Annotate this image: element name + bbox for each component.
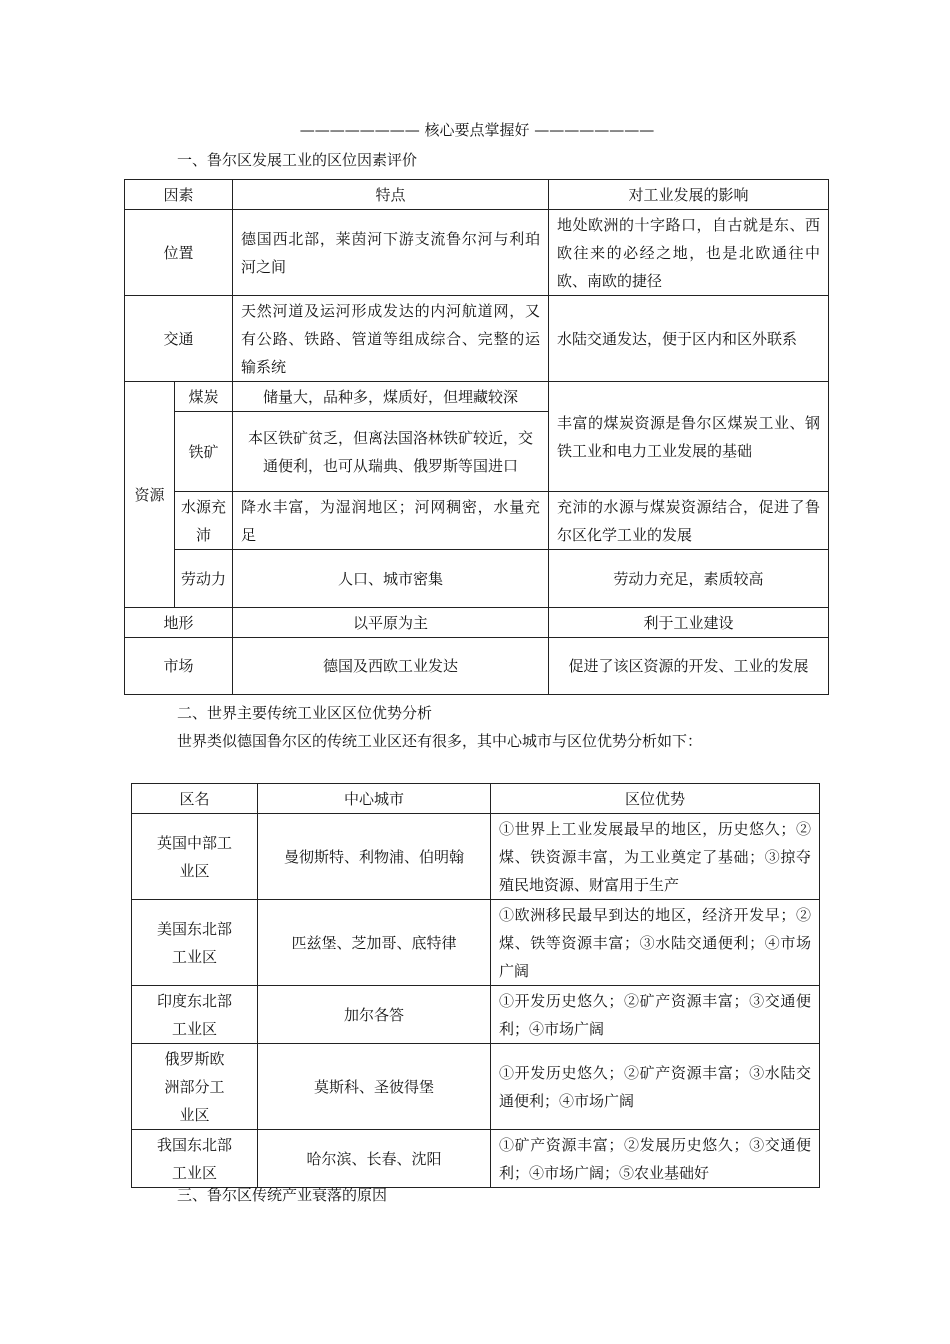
advantages-china: ①矿产资源丰富；②发展历史悠久；③交通便利；④市场广阔；⑤农业基础好 (491, 1130, 820, 1188)
advantages-india: ①开发历史悠久；②矿产资源丰富；③交通便利；④市场广阔 (491, 986, 820, 1044)
table-row (132, 814, 820, 900)
factor-market: 市场 (125, 638, 233, 695)
cities-russia: 莫斯科、圣彼得堡 (258, 1044, 491, 1130)
table-header-row (132, 784, 820, 814)
table-row (125, 296, 829, 382)
feature-terrain: 以平原为主 (233, 608, 549, 638)
cities-us: 匹兹堡、芝加哥、底特律 (258, 900, 491, 986)
section-title-3: 三、鲁尔区传统产业衰落的原因 (177, 1186, 388, 1204)
region-china: 我国东北部工业区 (132, 1130, 258, 1188)
page-heading: ———————— 核心要点掌握好 ———————— (299, 121, 655, 139)
table-row (125, 608, 829, 638)
table-row (125, 550, 829, 608)
resource-coal: 煤炭 (175, 382, 233, 412)
intro-paragraph: 世界类似德国鲁尔区的传统工业区还有很多，其中心城市与区位优势分析如下： (177, 732, 703, 750)
industrial-regions-table (131, 783, 820, 1188)
resource-iron: 铁矿 (175, 412, 233, 492)
header-feature: 特点 (233, 180, 549, 210)
factor-transport: 交通 (125, 296, 233, 382)
cities-china: 哈尔滨、长春、沈阳 (258, 1130, 491, 1188)
region-india: 印度东北部工业区 (132, 986, 258, 1044)
location-factors-table (124, 179, 829, 695)
advantages-us: ①欧洲移民最早到达的地区，经济开发早；②煤、铁等资源丰富；③水陆交通便利；④市场广阔 (491, 900, 820, 986)
header-impact: 对工业发展的影响 (549, 180, 829, 210)
advantages-russia: ①开发历史悠久；②矿产资源丰富；③水陆交通便利；④市场广阔 (491, 1044, 820, 1130)
table-row (132, 900, 820, 986)
section-title-2: 二、世界主要传统工业区区位优势分析 (177, 704, 433, 722)
header-region: 区名 (132, 784, 258, 814)
cities-india: 加尔各答 (258, 986, 491, 1044)
table-row (125, 492, 829, 550)
feature-water: 降水丰富，为湿润地区；河网稠密，水量充足 (233, 492, 549, 550)
feature-iron: 本区铁矿贫乏，但离法国洛林铁矿较近，交通便利，也可从瑞典、俄罗斯等国进口 (233, 412, 549, 492)
cities-uk: 曼彻斯特、利物浦、伯明翰 (258, 814, 491, 900)
impact-terrain: 利于工业建设 (549, 608, 829, 638)
feature-market: 德国及西欧工业发达 (233, 638, 549, 695)
table-row (125, 638, 829, 695)
table-row (125, 382, 829, 412)
impact-location: 地处欧洲的十字路口，自古就是东、西欧往来的必经之地，也是北欧通往中欧、南欧的捷径 (549, 210, 829, 296)
table-row (132, 986, 820, 1044)
feature-transport: 天然河道及运河形成发达的内河航道网，又有公路、铁路、管道等组成综合、完整的运输系统 (233, 296, 549, 382)
feature-labor: 人口、城市密集 (233, 550, 549, 608)
table-row (132, 1130, 820, 1188)
resource-water: 水源充沛 (175, 492, 233, 550)
impact-coal-iron: 丰富的煤炭资源是鲁尔区煤炭工业、钢铁工业和电力工业发展的基础 (549, 382, 829, 492)
impact-water: 充沛的水源与煤炭资源结合，促进了鲁尔区化学工业的发展 (549, 492, 829, 550)
header-cities: 中心城市 (258, 784, 491, 814)
factor-location: 位置 (125, 210, 233, 296)
factor-terrain: 地形 (125, 608, 233, 638)
impact-transport: 水陆交通发达，便于区内和区外联系 (549, 296, 829, 382)
section-title-1: 一、鲁尔区发展工业的区位因素评价 (177, 151, 418, 169)
impact-market: 促进了该区资源的开发、工业的发展 (549, 638, 829, 695)
table-header-row (125, 180, 829, 210)
factor-resources: 资源 (125, 382, 175, 608)
header-advantages: 区位优势 (491, 784, 820, 814)
region-russia: 俄罗斯欧洲部分工业区 (132, 1044, 258, 1130)
advantages-uk: ①世界上工业发展最早的地区，历史悠久；②煤、铁资源丰富，为工业奠定了基础；③掠夺殖民地资源、财富用于生产 (491, 814, 820, 900)
feature-location: 德国西北部，莱茵河下游支流鲁尔河与利珀河之间 (233, 210, 549, 296)
region-us: 美国东北部工业区 (132, 900, 258, 986)
table-row (132, 1044, 820, 1130)
resource-labor: 劳动力 (175, 550, 233, 608)
feature-coal: 储量大，品种多，煤质好，但埋藏较深 (233, 382, 549, 412)
table-row (125, 210, 829, 296)
region-uk: 英国中部工业区 (132, 814, 258, 900)
header-factor: 因素 (125, 180, 233, 210)
impact-labor: 劳动力充足，素质较高 (549, 550, 829, 608)
